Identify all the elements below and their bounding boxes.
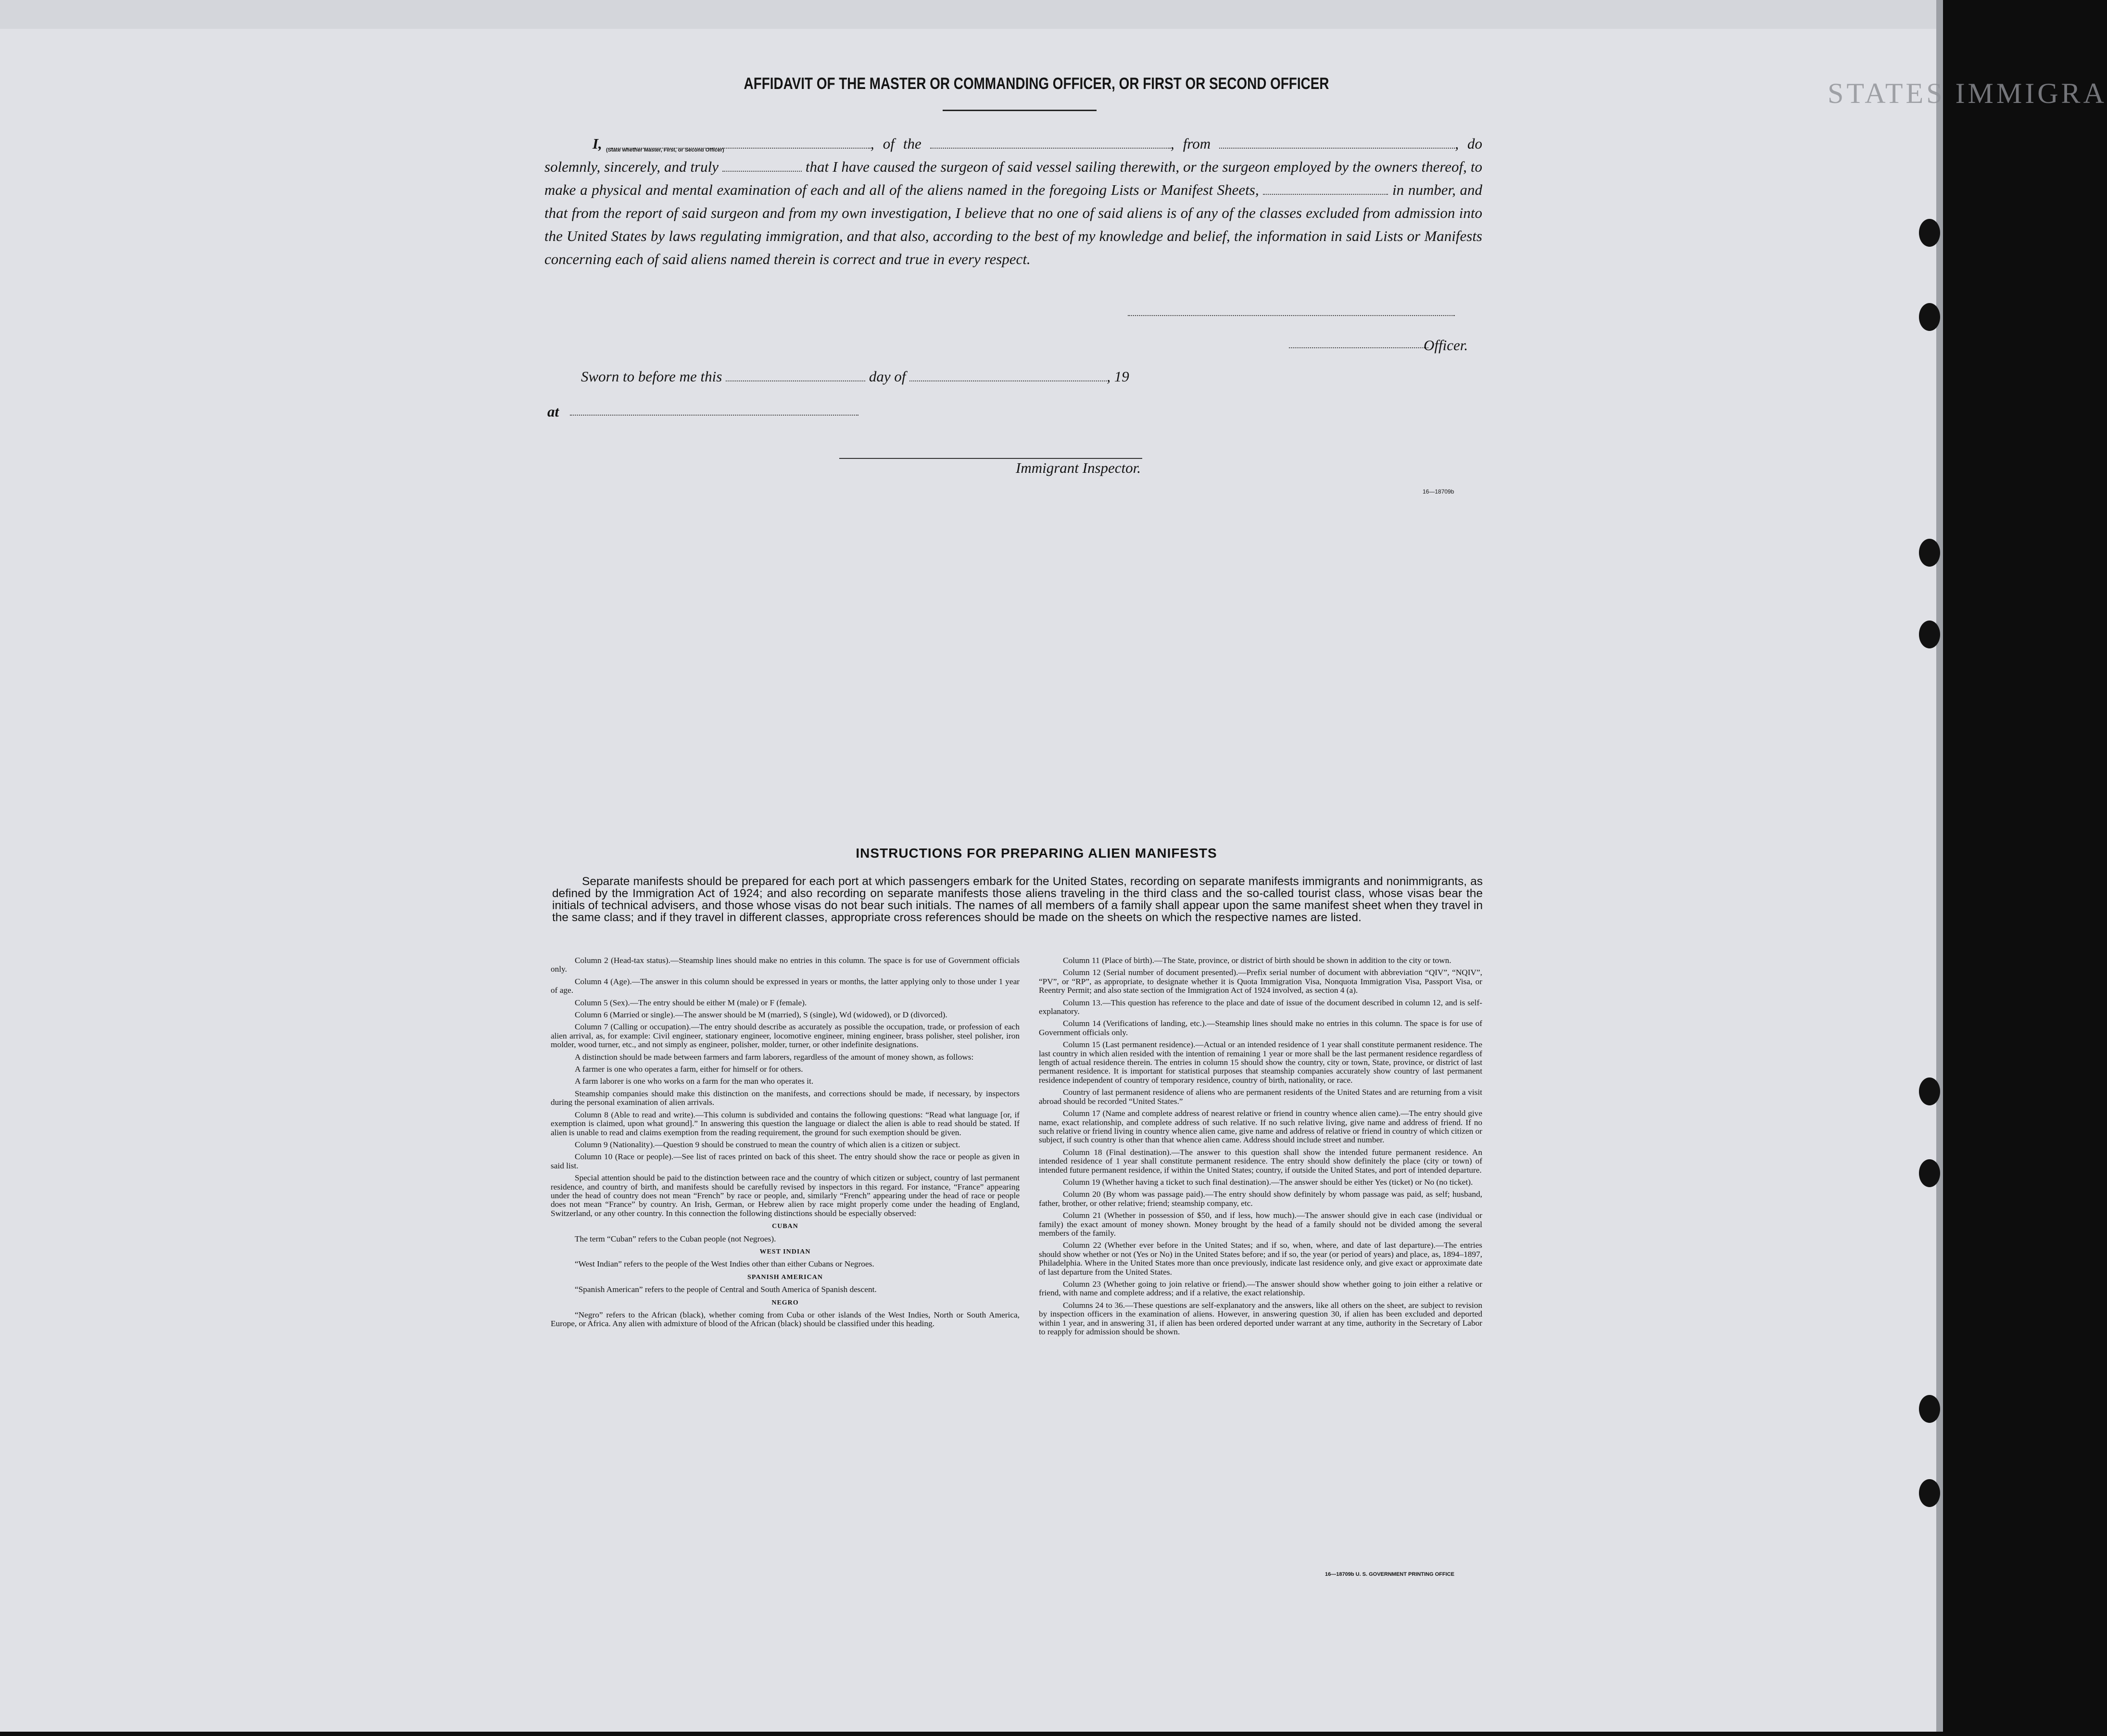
instruction-paragraph: “Negro” refers to the African (black), whether coming from Cuba or other islands of the West Indies, North or South America, Europe, or Africa. Any alien with admixture of blood of the African (black) should be classified under this heading. — [551, 1310, 1020, 1329]
of-the-label: , of the — [870, 135, 921, 152]
subheading-west-indian: WEST INDIAN — [759, 1248, 811, 1255]
bleed-through-text: STATES IMMIGRA — [1828, 77, 2107, 109]
instruction-paragraph: A farmer is one who operates a farm, either for himself or for others. — [575, 1064, 803, 1074]
instruction-paragraph: Columns 24 to 36.—These questions are self-explanatory and the answers, like all others on the sheet, are subject to revision by inspection officers in the examination of aliens. However, in answering question 30, if alien has been excluded and deported within 1 year, and in answering 31, if alien has been ordered deported under warrant at any time, authority in the Secretary of Labor to reapply for admission should be shown. — [1039, 1300, 1482, 1337]
binder-hole — [1919, 1479, 1940, 1507]
at-label: at — [547, 403, 559, 420]
sworn-day-field[interactable] — [726, 369, 865, 381]
instruction-paragraph: Column 9 (Nationality).—Question 9 should be construed to mean the country of which alien is a citizen or subject. — [575, 1140, 960, 1149]
binder-hole — [1919, 219, 1940, 247]
instruction-paragraph: Special attention should be paid to the distinction between race and the country of which citizen or subject, country of last permanent residence, and country of birth, and manifests should be carefully revised by inspectors in this regard. For instance, “France” appearing under the head of country does not mean “French” by race or people, and, similarly “French” appearing under the head of race or people does not mean “France” by country. An Irish, German, or Hebrew alien by race might properly come under the heading of England, Switzerland, or any other country. In this connection the following distinctions should be especially observed: — [551, 1173, 1020, 1218]
vessel-name-field[interactable] — [930, 136, 1171, 149]
instruction-paragraph: Steamship companies should make this distinction on the manifests, and corrections should be made, if necessary, by inspectors during the personal examination of alien arrivals. — [551, 1089, 1020, 1107]
solemnly-label: solemnly, sincerely, and truly — [544, 158, 719, 175]
binder-hole — [1919, 539, 1940, 567]
sworn-line — [581, 368, 1129, 385]
affidavit-text-2: in number, and that from the report of said surgeon and from my own investigation, I believe that no one of said aliens is of any of the classes excluded from admission into the United States by laws regulating immigration, and that also, according to the best of my knowledge and belief, the information in said Lists or Manifests concerning each of said aliens named therein is correct and true in every respect. — [544, 181, 1483, 267]
subheading-negro: NEGRO — [771, 1299, 799, 1306]
officer-label: Officer. — [1424, 337, 1468, 354]
instruction-paragraph: Column 13.—This question has reference to the place and date of issue of the document described in column 12, and is self-explanatory. — [1039, 998, 1482, 1016]
instructions-left-column — [551, 956, 1020, 1332]
binder-hole — [1919, 1159, 1940, 1187]
instruction-paragraph: A farm laborer is one who works on a farm for the man who operates it. — [575, 1077, 814, 1086]
inspector-label: Immigrant Inspector. — [1016, 459, 1141, 476]
affidavit-body — [544, 132, 1482, 271]
place-field[interactable] — [570, 415, 858, 416]
sworn-label: Sworn to before me this — [581, 368, 722, 385]
binder-hole — [1919, 1077, 1940, 1105]
instruction-paragraph: Column 7 (Calling or occupation).—The entry should describe as accurately as possible the occupation, trade, or profession of each alien arrival, as, for example: Civil engineer, stationary engineer, locomotive engineer, mining engineer, brass polisher, steel polisher, iron molder, wood turner, etc., and not simply as engineer, polisher, molder, turner, or other indefinite designations. — [551, 1022, 1020, 1050]
officer-rank-field[interactable] — [611, 136, 871, 149]
instruction-paragraph: Column 12 (Serial number of document presented).—Prefix serial number of document with abbreviation “QIV”, “NQIV”, “PV”, or “RP”, as appropriate, to designate whether it is Quota Immigration Visa, Nonquota Immigration Visa, Passport Visa, or Reentry Permit; and also state section of the Immigration Act of 1924 involved, as section 4 (a). — [1039, 968, 1482, 995]
instruction-paragraph: Column 5 (Sex).—The entry should be either M (male) or F (female). — [575, 998, 807, 1007]
day-of-label: day of — [869, 368, 906, 385]
from-label: , from — [1170, 135, 1211, 152]
instruction-paragraph: Column 6 (Married or single).—The answer should be M (married), S (single), Wd (widowed), or D (divorced). — [575, 1010, 947, 1020]
instruction-paragraph: Column 4 (Age).—The answer in this column should be expressed in years or months, the latter applying only to those under 1 year of age. — [551, 976, 1020, 995]
sworn-month-field[interactable] — [909, 369, 1107, 381]
sheet-count-field[interactable] — [1263, 182, 1388, 195]
instruction-paragraph: Column 22 (Whether ever before in the United States; and if so, when, where, and date of last departure).—The entries should show whether or not (Yes or No) in the United States before; and if so, the year (or period of years) and place, as, 1894–1897, Philadelphia. Where in the United States more than once previously, indicate last residence only, and give exact or approximate date of last departure from the United States. — [1039, 1241, 1482, 1277]
officer-rank-note: (State whether Master, First, or Second Officer) — [606, 147, 724, 153]
subheading-spanish-american: SPANISH AMERICAN — [747, 1273, 823, 1281]
instruction-paragraph: Country of last permanent residence of aliens who are permanent residents of the United States and are returning from a visit abroad should be recorded “United States.” — [1039, 1088, 1482, 1106]
do-label: , do — [1455, 135, 1483, 152]
instruction-paragraph: Column 2 (Head-tax status).—Steamship lines should make no entries in this column. The space is for use of Government officials only. — [551, 956, 1020, 974]
inspector-signature-line[interactable] — [839, 458, 1142, 459]
instruction-paragraph: “West Indian” refers to the people of the West Indies other than either Cubans or Negroes. — [575, 1259, 874, 1269]
swear-affirm-field[interactable] — [722, 159, 802, 172]
instruction-paragraph: Column 21 (Whether in possession of $50, and if less, how much).—The answer should give in each case (individual or family) the exact amount of money shown. Money brought by the head of a family should not be divided among the several members of the family. — [1039, 1211, 1482, 1238]
instruction-paragraph: Column 11 (Place of birth).—The State, province, or district of birth should be shown in addition to the city or town. — [1063, 956, 1451, 965]
instruction-paragraph: Column 23 (Whether going to join relative or friend).—The answer should show whether going to join either a relative or friend, with name and complete address; and if a relative, the exact relationship. — [1039, 1280, 1482, 1298]
instruction-paragraph: Column 10 (Race or people).—See list of races printed on back of this sheet. The entry should show the race or people as given in said list. — [551, 1152, 1020, 1170]
binder-hole — [1919, 303, 1940, 331]
instruction-paragraph: Column 20 (By whom was passage paid).—The entry should show definitely by whom passage was paid, as self; husband, father, brother, or other relative; friend; steamship company, etc. — [1039, 1190, 1482, 1208]
instruction-paragraph: Column 17 (Name and complete address of nearest relative or friend in country whence alien came).—The entry should give name, exact relationship, and complete address of such relative. If no such relative living, give name and address of friend. If no such relative or friend living in country whence alien came, give name and address of relative or friend in country of which citizen or subject, if such country is other than that whence alien came. Address should include street and number. — [1039, 1109, 1482, 1145]
port-field[interactable] — [1219, 136, 1455, 149]
affidavit-title: AFFIDAVIT OF THE MASTER OR COMMANDING OFFICER, OR FIRST OR SECOND OFFICER — [744, 75, 1329, 93]
officer-title-line[interactable] — [1289, 347, 1428, 348]
affidavit-text-1: that I have caused the surgeon of said vessel sailing therewith, or the surgeon employed by the owners thereof, to make a physical and mental examination of each and all of the aliens named in the foregoing Lists or Manifest Sheets, — [544, 158, 1482, 198]
year-label: , 19 — [1107, 368, 1129, 385]
instruction-paragraph: Column 14 (Verifications of landing, etc.).—Steamship lines should make no entries in this column. The space is for use of Government officials only. — [1039, 1019, 1482, 1037]
binder-hole — [1919, 1395, 1940, 1423]
binder-hole — [1919, 621, 1940, 648]
instruction-paragraph: Column 8 (Able to read and write).—This column is subdivided and contains the following questions: “Read what language [or, if exemption is claimed, upon what ground].” In answering this question the language or dialect the alien is able to read should be stated. If alien is unable to read and claims exemption from the reading requirement, the ground for such exemption should be given. — [551, 1110, 1020, 1137]
instruction-paragraph: A distinction should be made between farmers and farm laborers, regardless of the amount of money shown, as follows: — [575, 1052, 974, 1062]
subheading-cuban: CUBAN — [772, 1223, 798, 1230]
instruction-paragraph: Column 15 (Last permanent residence).—Actual or an intended residence of 1 year shall constitute permanent residence. The last country in which alien resided with the intention of remaining 1 year or more shall be the last permanent residence regardless of length of actual residence therein. The entries in column 15 should show the country, city or town, State, province, or district of last permanent residence. It is important for statistical purposes that steamship companies accurately show country of last permanent residence independent of country of temporary residence, country of birth, nationality, or race. — [1039, 1040, 1482, 1085]
title-rule — [943, 110, 1097, 111]
form-number: 16—18709b — [1423, 488, 1454, 495]
top-shadow — [0, 0, 1936, 29]
printing-office-footer: 16—18709b U. S. GOVERNMENT PRINTING OFFICE — [1325, 1571, 1454, 1577]
instruction-paragraph: The term “Cuban” refers to the Cuban people (not Negroes). — [575, 1234, 776, 1243]
instruction-paragraph: Column 19 (Whether having a ticket to such final destination).—The answer should be either Yes (ticket) or No (no ticket). — [1063, 1177, 1473, 1187]
signature-line[interactable] — [1128, 315, 1455, 316]
pronoun-i: I, — [593, 135, 602, 152]
instruction-paragraph: “Spanish American” refers to the people of Central and South America of Spanish descent. — [575, 1285, 877, 1294]
instructions-right-column — [1039, 956, 1482, 1340]
instructions-intro: Separate manifests should be prepared for each port at which passengers embark for the United States, recording on separate manifests immigrants and nonimmigrants, as defined by the Immigration Act of 1924; and also recording on separate manifests those aliens traveling in the third class and the so-called tourist class, whose visas bear the initials of technical advisers, and those whose visas do not bear such initials. The names of all members of a family shall appear upon the same manifest sheet when they travel in the same class; and if they travel in different classes, appropriate cross references should be made on the sheets on which the respective names are listed. — [552, 875, 1483, 924]
instruction-paragraph: Column 18 (Final destination).—The answer to this question shall show the intended future permanent residence. An intended residence of 1 year shall constitute permanent residence. The entry should show definitely the place (city or town) of intended future permanent residence, if within the United States; country, if outside the United States, and port of intended departure. — [1039, 1147, 1482, 1175]
instructions-title: INSTRUCTIONS FOR PREPARING ALIEN MANIFESTS — [856, 846, 1217, 861]
